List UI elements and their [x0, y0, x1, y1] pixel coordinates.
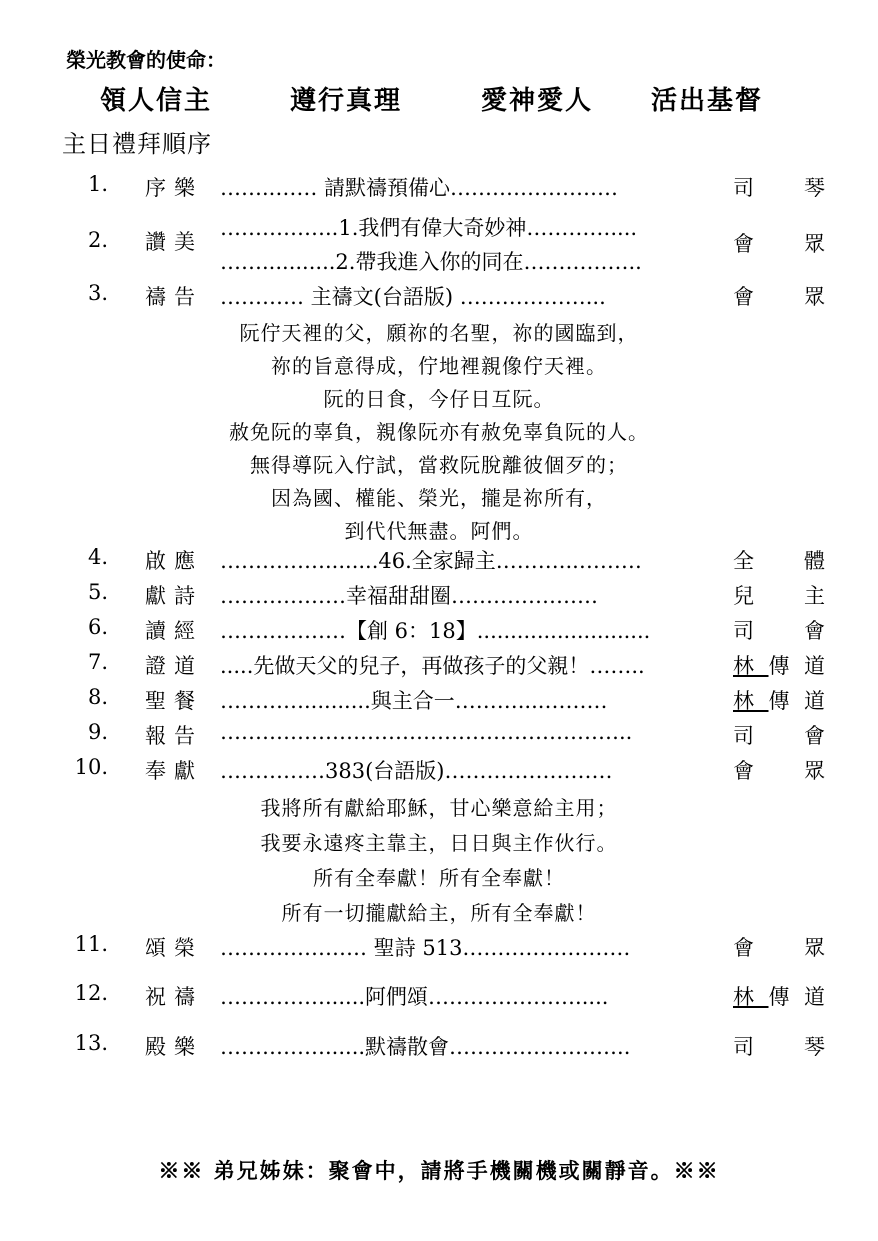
item-content: …………..........與主合一………....………: [220, 689, 608, 713]
order-item: [0, 755, 878, 789]
item-number: 9.: [87, 720, 108, 744]
order-item: [0, 650, 878, 684]
prayer-line: 到代代無盡。阿們。: [344, 519, 534, 543]
order-item: [0, 545, 878, 579]
order-title: 主日禮拜順序: [62, 130, 212, 158]
item-number: 6.: [87, 615, 108, 639]
item-content: …………………………………………………..: [220, 720, 633, 744]
order-item: [0, 1031, 878, 1065]
item-leader: 全體: [733, 549, 825, 573]
item-leader: 司會: [733, 724, 825, 748]
item-leader: 司會: [733, 619, 825, 643]
order-item: [0, 615, 878, 649]
item-name: 禱告: [145, 285, 203, 309]
item-content: ……………..1.我們有偉大奇妙神…………....: [220, 216, 638, 240]
item-number: 11.: [74, 932, 108, 956]
item-name: 報告: [145, 724, 203, 748]
item-number: 2.: [87, 228, 108, 252]
item-name: 讀經: [145, 619, 203, 643]
order-item: [0, 580, 878, 614]
order-item: [0, 720, 878, 754]
item-number: 10.: [74, 755, 108, 779]
item-name: 獻詩: [145, 584, 203, 608]
mission-item: 領人信主: [100, 86, 213, 116]
prayer-line: 阮的日食，今仔日互阮。: [323, 387, 555, 411]
mission-item: 遵行真理: [290, 86, 403, 116]
prayer-line: 因為國、權能、榮光，攏是祢所有，: [271, 486, 607, 510]
item-content: ………………幸福甜甜圈…………………: [220, 584, 598, 608]
item-leader: [733, 685, 825, 715]
item-leader: [733, 981, 825, 1011]
item-name: 頌榮: [145, 936, 203, 960]
item-name: 證道: [145, 654, 203, 678]
order-item: [0, 281, 878, 315]
item-content-line-2: ……...........2.帶我進入你的同在……………..: [220, 250, 642, 274]
item-name: 讚美: [145, 230, 203, 254]
item-leader: 會眾: [733, 936, 825, 960]
item-content: ……………......默禱散會……………………..: [220, 1035, 631, 1059]
item-name: 殿樂: [145, 1035, 203, 1059]
item-number: 1.: [87, 172, 108, 196]
item-number: 5.: [87, 580, 108, 604]
order-item: [0, 932, 878, 966]
item-name: 啟應: [145, 549, 203, 573]
mission-title: 榮光教會的使命：: [66, 48, 226, 72]
item-leader: 兒主: [733, 584, 825, 608]
order-item: [0, 981, 878, 1015]
order-item: [0, 212, 878, 276]
item-content: ……..…… 請默禱預備心……………………: [220, 176, 619, 200]
leader-title: 傳道: [768, 985, 825, 1009]
leader-surname: 林: [733, 689, 769, 713]
offering-line: 所有一切攏獻給主，所有全奉獻！: [281, 901, 597, 925]
phone-notice: ※※ 弟兄姊妹：聚會中，請將手機關機或關靜音。※※: [158, 1158, 720, 1183]
item-number: 13.: [74, 1031, 108, 1055]
offering-line: 我將所有獻給耶穌，甘心樂意給主用；: [260, 796, 618, 820]
order-item: [0, 172, 878, 206]
item-number: 12.: [74, 981, 108, 1005]
item-name: 聖餐: [145, 689, 203, 713]
item-leader: 司琴: [733, 176, 825, 200]
item-name: 序樂: [145, 176, 203, 200]
prayer-line: 無得導阮入佇試，當救阮脫離彼個歹的；: [250, 453, 628, 477]
item-content: ………………【創 6：18】..........................: [220, 619, 651, 643]
item-number: 8.: [87, 685, 108, 709]
leader-surname: 林: [733, 985, 769, 1009]
item-content: .....先做天父的兒子，再做孩子的父親！……..: [220, 654, 645, 678]
item-content: ……………........46.全家歸主………...………: [220, 549, 642, 573]
item-number: 3.: [87, 281, 108, 305]
item-leader: 司琴: [733, 1035, 825, 1059]
mission-item: 活出基督: [651, 86, 764, 116]
item-number: 7.: [87, 650, 108, 674]
offering-line: 所有全奉獻！所有全奉獻！: [313, 866, 565, 890]
prayer-line: 祢的旨意得成，佇地裡親像佇天裡。: [271, 354, 607, 378]
leader-title: 傳道: [768, 654, 825, 678]
mission-item: 愛神愛人: [481, 86, 594, 116]
item-leader: [733, 650, 825, 680]
item-leader: 會眾: [733, 759, 825, 783]
leader-surname: 林: [733, 654, 769, 678]
prayer-line: 赦免阮的辜負，親像阮亦有赦免辜負阮的人。: [229, 420, 649, 444]
item-name: 祝禱: [145, 985, 203, 1009]
item-content: ………… 主禱文(台語版) ………………...: [220, 285, 606, 309]
item-name: 奉獻: [145, 759, 203, 783]
offering-line: 我要永遠疼主靠主，日日與主作伙行。: [260, 831, 618, 855]
prayer-line: 阮佇天裡的父，願祢的名聖，祢的國臨到，: [239, 321, 639, 345]
item-number: 4.: [87, 545, 108, 569]
order-item: [0, 685, 878, 719]
item-content: ……………......阿們頌………………….....: [220, 985, 609, 1009]
item-leader: 會眾: [733, 232, 825, 256]
item-content: ………………… 聖詩 513……………………: [220, 936, 631, 960]
item-content: ……………383(台語版)……………………: [220, 759, 613, 783]
item-leader: 會眾: [733, 285, 825, 309]
leader-title: 傳道: [768, 689, 825, 713]
